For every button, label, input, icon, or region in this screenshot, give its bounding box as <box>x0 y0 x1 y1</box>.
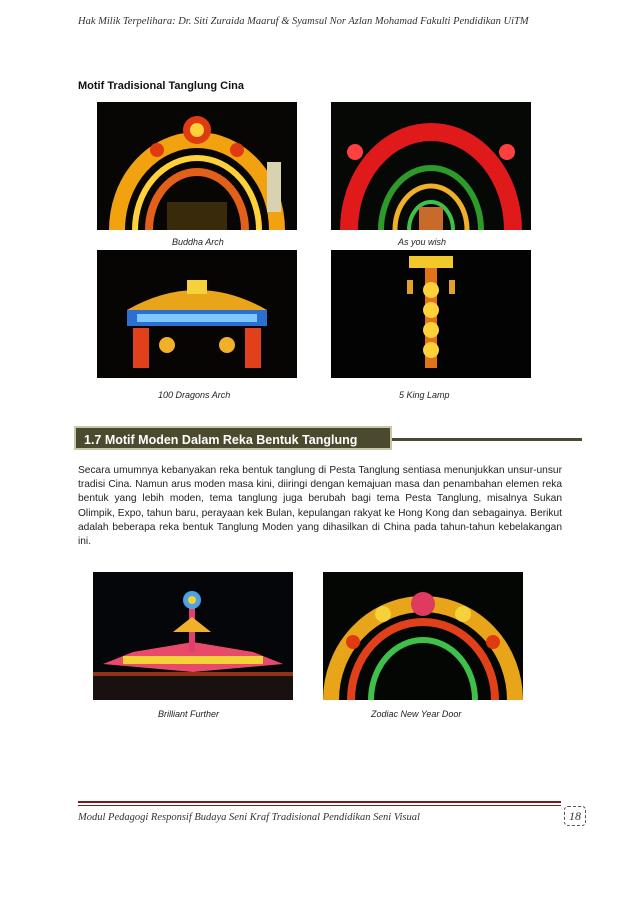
subheading: Motif Tradisional Tanglung Cina <box>78 80 245 92</box>
caption-as-you-wish: As you wish <box>398 237 447 247</box>
caption-brilliant-further: Brilliant Further <box>158 709 220 719</box>
dragons-arch-photo <box>97 250 297 378</box>
brilliant-further-photo <box>93 572 293 700</box>
section-rule <box>392 438 582 441</box>
caption-dragons-arch: 100 Dragons Arch <box>158 390 231 400</box>
king-lamp-photo <box>331 250 531 378</box>
footer-rule-top <box>78 801 561 803</box>
caption-king-lamp: 5 King Lamp <box>399 390 450 400</box>
buddha-arch-photo <box>97 102 297 230</box>
page-header: Hak Milik Terpelihara: Dr. Siti Zuraida Maaruf & Syamsul Nor Azlan Mohamad Fakulti Pendidikan UiTM <box>78 16 529 27</box>
footer-rule-bottom <box>78 805 561 806</box>
section-heading <box>74 426 582 452</box>
caption-buddha-arch: Buddha Arch <box>172 237 224 247</box>
page-number: 18 <box>564 806 586 826</box>
section-title: 1.7 Motif Moden Dalam Reka Bentuk Tanglung <box>74 426 392 450</box>
as-you-wish-photo <box>331 102 531 230</box>
caption-zodiac-door: Zodiac New Year Door <box>371 709 462 719</box>
body-paragraph: Secara umumnya kebanyakan reka bentuk tanglung di Pesta Tanglung sentiasa menunjukkan unsur-unsur tradisi Cina. Namun arus moden masa kini, diiringi dengan kemajuan masa dan penambahan elemen reka bentuk yang lebih moden, tema tanglung juga berubah bagi tema Pesta Tanglung, misalnya Sukan Olimpik, Expo, tahun baru, perayaan kek Bulan, kepulangan rakyat ke Hong Kong dan sebagainya. Berikut adalah beberapa reka bentuk Tanglung Moden yang dihasilkan di China pada tahun-tahun kebelakangan ini. <box>78 465 562 548</box>
zodiac-door-photo <box>323 572 523 700</box>
page-footer: Modul Pedagogi Responsif Budaya Seni Kraf Tradisional Pendidikan Seni Visual <box>78 812 420 823</box>
